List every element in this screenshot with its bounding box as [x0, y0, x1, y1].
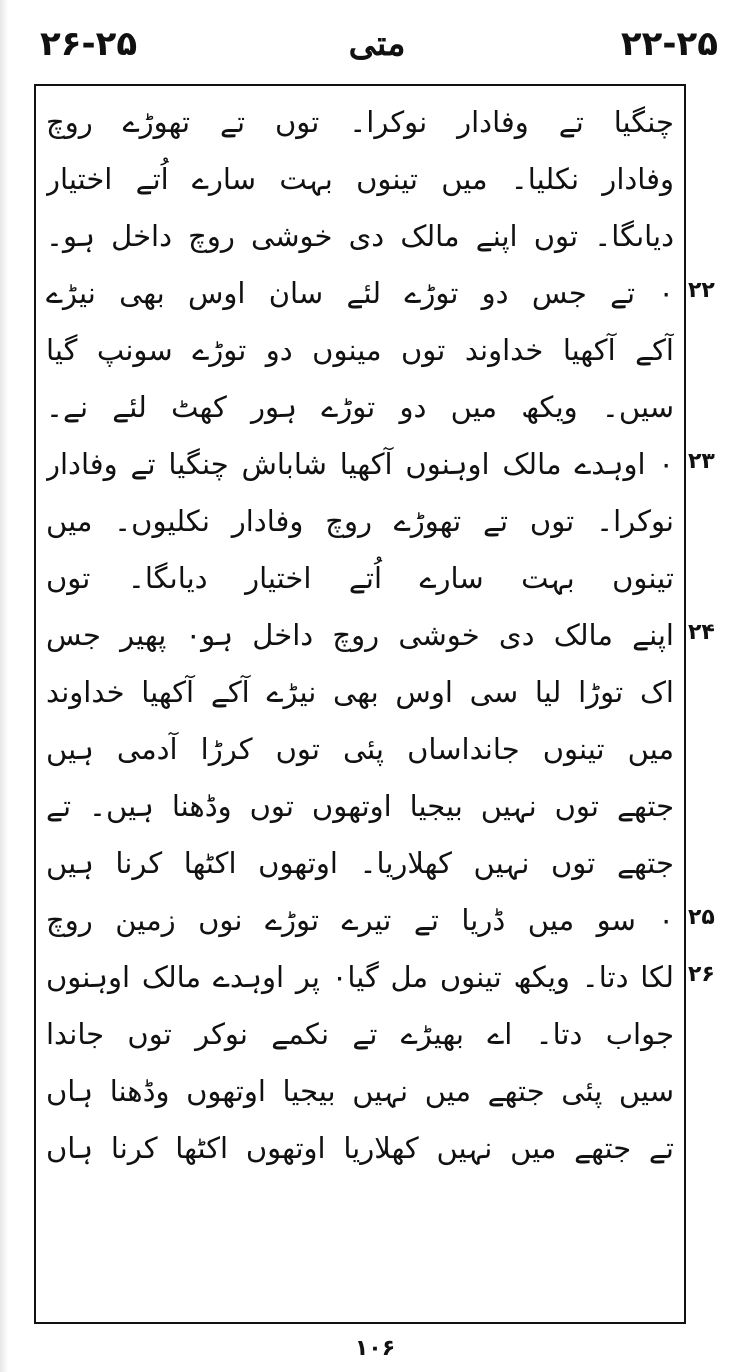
verse-number: ۲۶	[688, 962, 715, 987]
text-line: سیں۔ ویکھ میں دو توڑے ہور کھٹ لئے نے۔	[46, 390, 674, 424]
text-line: چنگیا تے وفادار نوکرا۔ توں تے تھوڑے روچ	[46, 105, 674, 139]
text-line: جواب دتا۔ اے بھیڑے تے نکمے نوکر توں جاندا	[46, 1017, 674, 1051]
text-line: اپنے مالک دی خوشی روچ داخل ہو۰ پھیر جس	[46, 618, 674, 652]
text-frame	[34, 84, 686, 1324]
text-line: وفادار نکلیا۔ میں تینوں بہت سارے اُتے اختیار	[46, 162, 674, 196]
page-header	[34, 22, 720, 72]
text-line: آکے آکھیا خداوند توں مینوں دو توڑے سونپ گیا	[46, 333, 674, 367]
text-line: میں تینوں جانداساں پئی توں کرڑا آدمی ہیں	[46, 732, 674, 766]
text-line: ۰ تے جس دو توڑے لئے سان اوس بھی نیڑے	[46, 276, 674, 310]
text-line: جتھے توں نہیں کھلاریا۔ اوتھوں اکٹھا کرنا ہیں	[46, 846, 674, 880]
text-line: نوکرا۔ توں تے تھوڑے روچ وفادار نکلیوں۔ میں	[46, 504, 674, 538]
verse-number: ۲۴	[688, 620, 715, 645]
header-chapter-range-left: ۲۶-۲۵	[40, 24, 138, 64]
text-line: لکا دتا۔ ویکھ تینوں مل گیا۰ پر اوہدے مالک اوہنوں	[46, 960, 674, 994]
verse-number: ۲۳	[688, 449, 715, 474]
header-book-title: متی	[348, 24, 406, 64]
text-line: ۰ اوہدے مالک اوہنوں آکھیا شاباش چنگیا تے وفادار	[46, 447, 674, 481]
text-body	[46, 94, 674, 1177]
text-line: جتھے توں نہیں بیجیا اوتھوں توں وڈھنا ہیں۔ تے	[46, 789, 674, 823]
header-chapter-range-right: ۲۲-۲۵	[620, 24, 718, 64]
text-line: تینوں بہت سارے اُتے اختیار دیاںگا۔ توں	[46, 561, 674, 595]
scan-edge-shadow	[0, 0, 8, 1372]
verse-number: ۲۲	[688, 278, 715, 303]
text-line: دیاںگا۔ توں اپنے مالک دی خوشی روچ داخل ہو۔	[46, 219, 674, 253]
page-number: ۱۰۶	[354, 1336, 396, 1361]
text-line: سیں پئی جتھے میں نہیں بیجیا اوتھوں وڈھنا ہاں	[46, 1074, 674, 1108]
text-line: اک توڑا لیا سی اوس بھی نیڑے آکے آکھیا خداوند	[46, 675, 674, 709]
verse-number: ۲۵	[688, 905, 715, 930]
text-line: تے جتھے میں نہیں کھلاریا اوتھوں اکٹھا کرنا ہاں	[46, 1131, 674, 1165]
text-line: ۰ سو میں ڈریا تے تیرے توڑے نوں زمین روچ	[46, 903, 674, 937]
verse-number-column	[686, 84, 730, 1324]
